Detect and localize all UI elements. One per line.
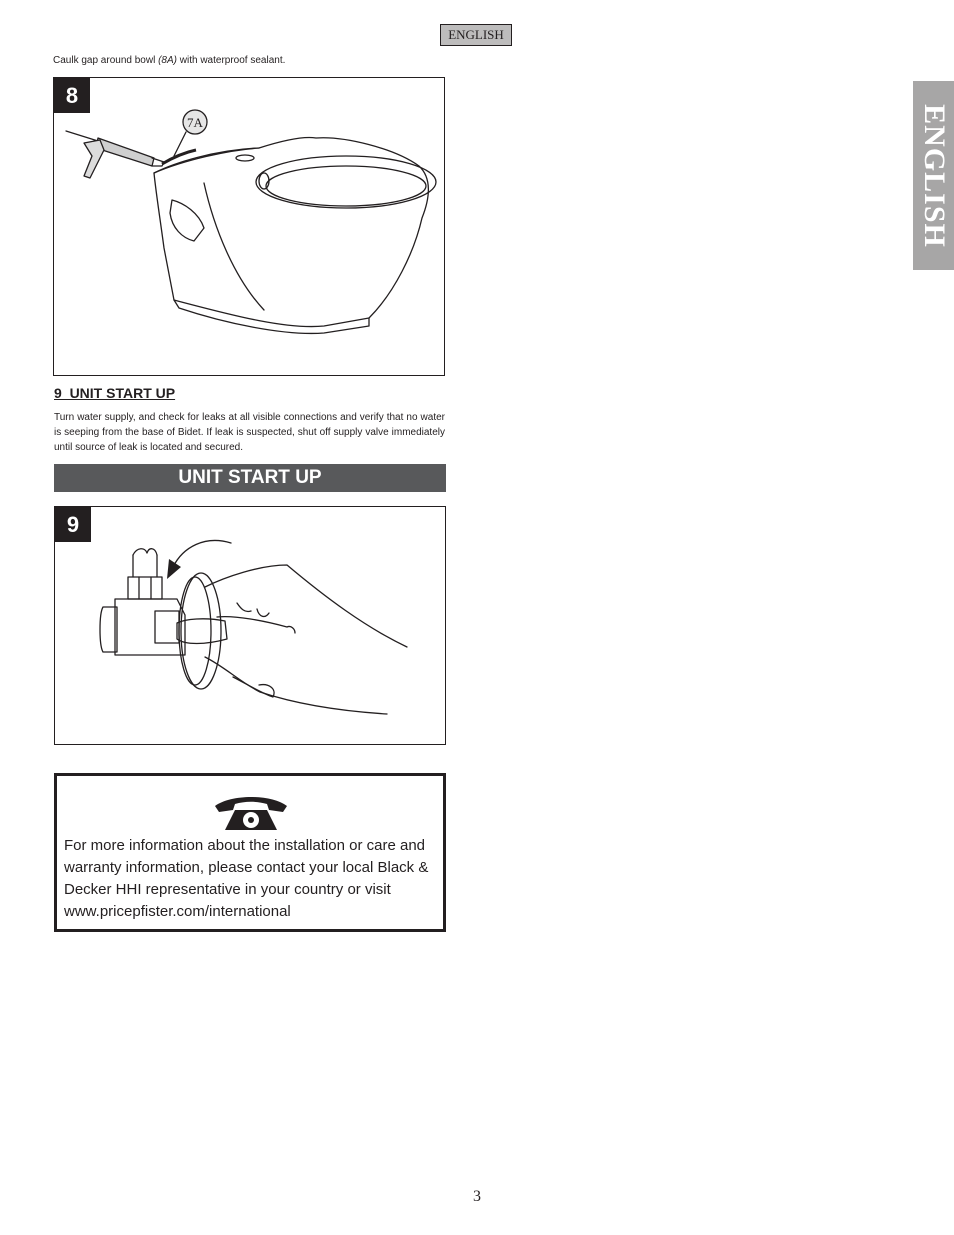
side-tab-label: ENGLISH [917,103,951,248]
page-number: 3 [473,1188,481,1205]
section-banner: UNIT START UP [54,464,446,492]
step-9-body: Turn water supply, and check for leaks at all visible connections and verify that no water is seeping from the base of Bidet. If leak is suspected, shut off supply valve immediately until source of leak is located and secured. [54,412,445,453]
figure-8-number: 8 [54,78,90,113]
contact-info-text: For more information about the installation or care and warranty information, please contact your local Black & Decker HHI representative in your country or visit www.pricepfister.com/international [64,837,429,920]
language-badge: ENGLISH [440,24,512,46]
figure-8-caption: Caulk gap around bowl (8A) with waterproof sealant. [53,55,286,66]
callout-7a: 7A [187,115,203,130]
step-9-heading: 9 UNIT START UP [54,385,176,401]
figure-9 [54,506,446,745]
bidet-caulking-illustration [54,78,446,377]
figure-9-number: 9 [55,507,91,542]
language-side-tab [913,81,954,270]
valve-turn-illustration [55,507,447,746]
phone-icon [211,794,291,834]
contact-info-box [54,773,446,932]
figure-8 [53,77,445,376]
